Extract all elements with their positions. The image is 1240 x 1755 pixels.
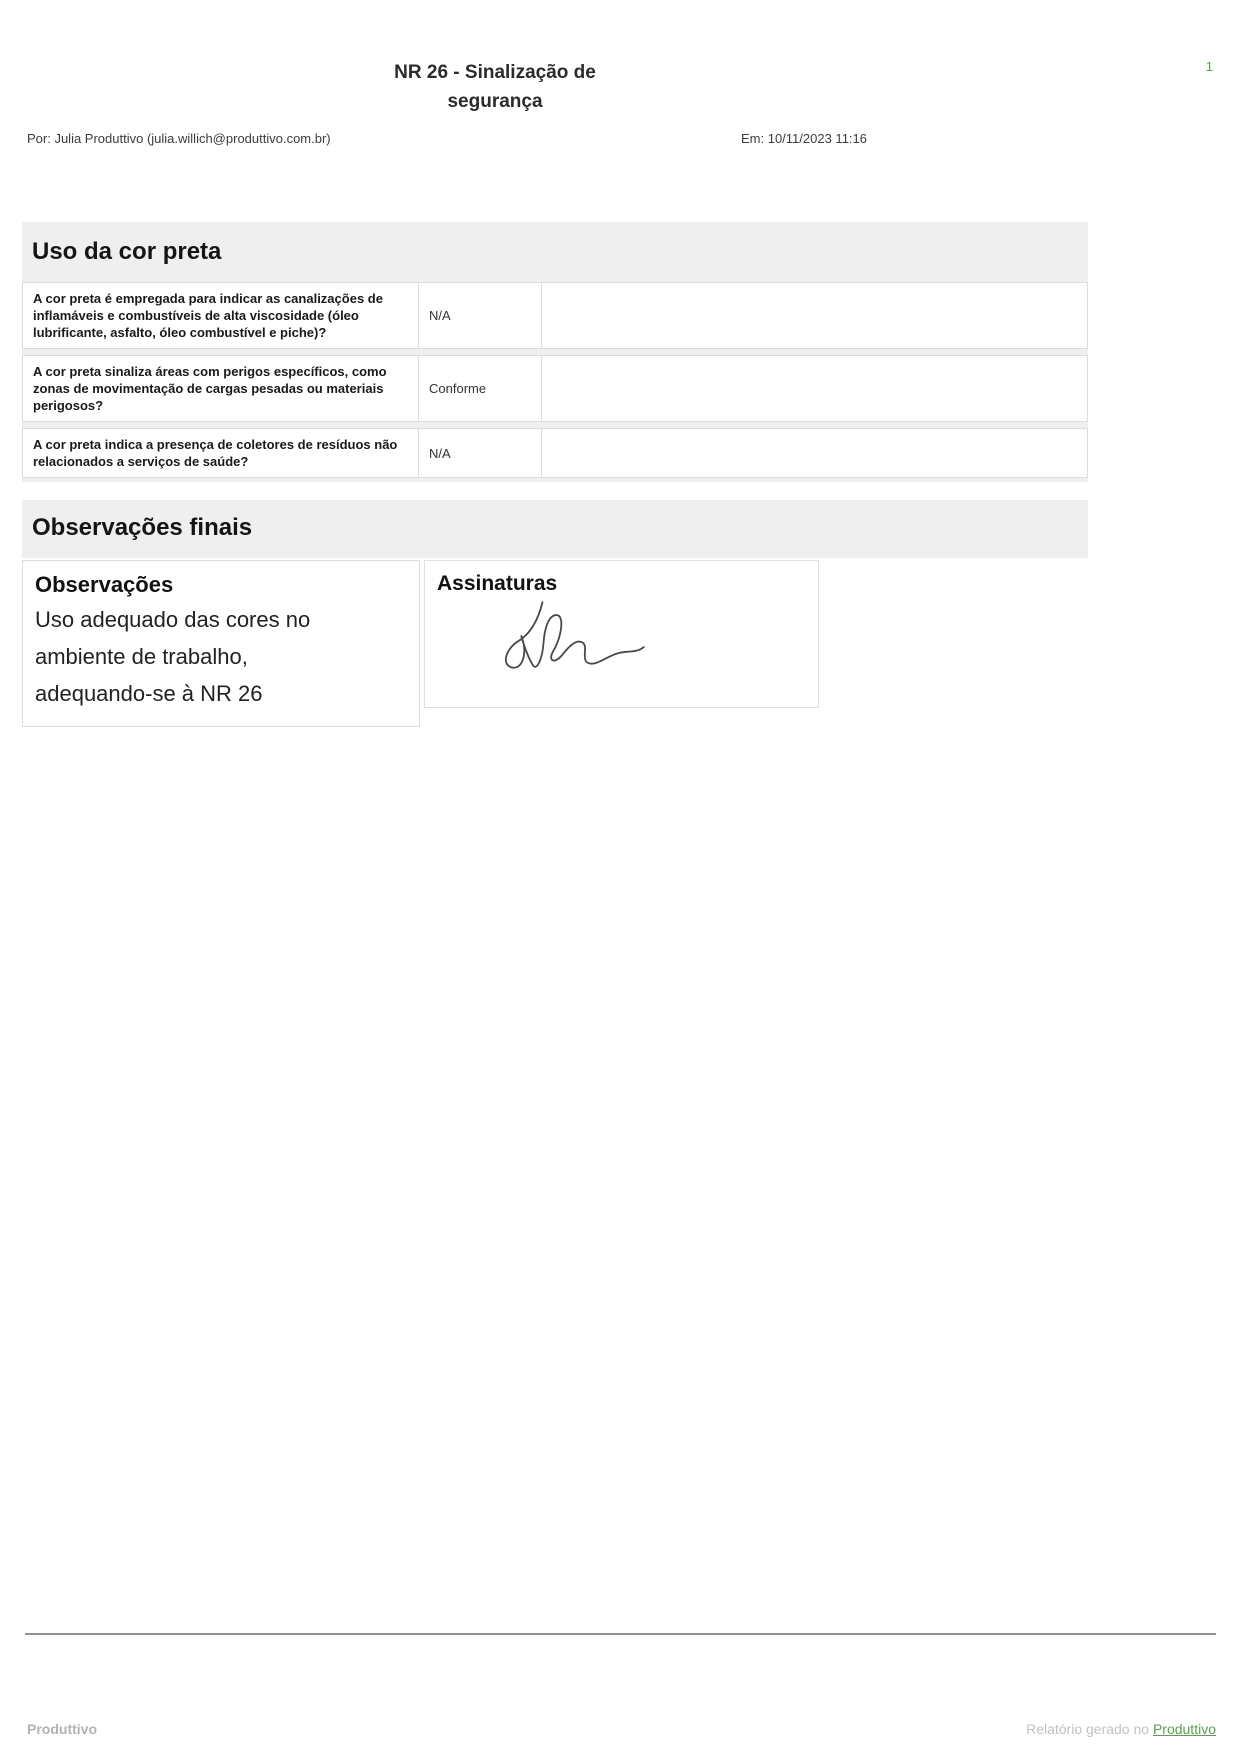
question-cell: A cor preta indica a presença de coletores de resíduos não relacionados a serviços de saúde?: [22, 428, 419, 478]
section-observacoes-finais-header: [22, 500, 1088, 558]
observations-cell: [22, 560, 420, 727]
section-title: Observações finais: [32, 514, 253, 541]
page-number: 1: [1205, 59, 1213, 74]
footer-brand: Produttivo: [27, 1721, 97, 1737]
empty-cell: [541, 428, 1088, 478]
answer-cell: Conforme: [418, 355, 542, 422]
page-title-line2: segurança: [447, 91, 543, 112]
observations-text: Uso adequado das cores no ambiente de trabalho, adequando-se à NR 26: [35, 607, 311, 706]
produttivo-link[interactable]: Produttivo: [1152, 1721, 1216, 1737]
signature-icon: [487, 599, 647, 677]
answer-cell: N/A: [418, 428, 542, 478]
table-row: [22, 428, 1088, 478]
page-title-line1: NR 26 - Sinalização de: [394, 62, 596, 83]
question-cell: A cor preta sinaliza áreas com perigos específicos, como zonas de movimentação de cargas pesadas ou materiais perigosos?: [22, 355, 419, 422]
empty-cell: [541, 282, 1088, 349]
footer-generated-prefix: Relatório gerado no: [1026, 1721, 1150, 1737]
section-uso-da-cor-preta: [22, 222, 1088, 482]
table-row: [22, 282, 1088, 349]
signatures-cell: [424, 560, 819, 708]
table-row: [22, 355, 1088, 422]
section-title: Uso da cor preta: [32, 238, 222, 265]
signatures-label: Assinaturas: [437, 572, 558, 595]
report-datetime: Em: 10/11/2023 11:16: [741, 131, 868, 146]
observations-row: [22, 560, 1088, 727]
empty-cell: [541, 355, 1088, 422]
answer-cell: N/A: [418, 282, 542, 349]
page-title: [320, 58, 670, 116]
observations-label: Observações: [35, 572, 174, 597]
question-cell: A cor preta é empregada para indicar as canalizações de inflamáveis e combustíveis de alta viscosidade (óleo lubrificante, asfalto, óleo combustível e piche)?: [22, 282, 419, 349]
footer-divider: [25, 1633, 1216, 1635]
report-author: Por: Julia Produttivo (julia.willich@produttivo.com.br): [27, 131, 331, 146]
footer-generated-text: [1026, 1721, 1216, 1737]
